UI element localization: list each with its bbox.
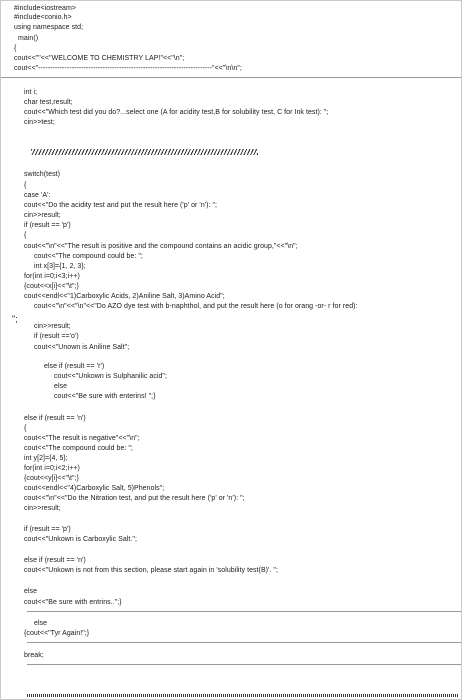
code-line: break;	[24, 652, 44, 659]
code-line: cin>>test;	[24, 119, 55, 126]
code-line: cout<<"Be sure with enterins! ";}	[54, 393, 156, 400]
code-line: else	[24, 588, 38, 595]
section-divider	[27, 642, 461, 643]
code-line: cin>>result;	[34, 323, 71, 330]
code-line: for(int i=0;i<3;i++)	[24, 273, 80, 280]
code-line: using namespace std;	[14, 24, 84, 31]
code-line: cout<<"Unkown is not from this section, please start again in 'solubility test(B)'. ";	[24, 567, 278, 574]
code-line: cout<<"Unown is Aniline Salt";	[34, 344, 130, 351]
code-line: cout<<"Do the acidity test and put the result here ('p' or 'n'): ";	[24, 202, 218, 209]
code-line: cout<<"Which test did you do?...select one (A for acidity test,B for solubility test, C for Ink test): ";	[24, 109, 329, 116]
code-line: case 'A':	[24, 192, 51, 199]
code-line: switch(test)	[24, 171, 60, 178]
code-line: char test,result;	[24, 99, 73, 106]
code-line: int i;	[24, 89, 38, 96]
code-line: int x[3]={1, 2, 3};	[34, 263, 86, 270]
code-line: cout<<"Be sure with entrins..";}	[24, 599, 122, 606]
code-line: else	[34, 620, 48, 627]
code-line: {	[24, 232, 27, 239]
code-line: {	[14, 45, 17, 52]
code-line: #include<conio.h>	[14, 14, 72, 21]
code-line: for(int i=0;i<2;i++)	[24, 465, 80, 472]
separator-line	[31, 149, 258, 155]
code-line: cout<<"The result is negative"<<"\n";	[24, 435, 140, 442]
code-line: {cout<<x[i]<<"\t";}	[24, 283, 79, 290]
section-divider	[27, 611, 461, 612]
code-line: else if (result == 'n')	[24, 415, 86, 422]
code-line: cout<<"The compound could be: ";	[34, 253, 143, 260]
code-line: cout<<"-------------------------------------------------------------------------"<<"\n\n";	[14, 65, 242, 72]
code-line: cout<<endl<<"1)Carboxylic Acids, 2)Aniline Salt, 3)Amino Acid";	[24, 293, 225, 300]
section-divider	[27, 664, 461, 665]
code-line: cout<<"Unkown is Sulphanilic acid";	[54, 373, 167, 380]
code-line: int y[2]={4, 5};	[24, 455, 68, 462]
code-line: else if (result == 'n')	[24, 557, 86, 564]
code-line: cout<<"\n"<<"\n"<<"Do AZO dye test with b-naphthol, and put the result here (o for orang -or- r for red):	[34, 303, 358, 310]
code-line: cout<<"The compound could be: ";	[24, 445, 133, 452]
code-line: {cout<<"Tyr Again!";}	[24, 630, 90, 637]
code-line: {	[24, 182, 27, 189]
code-line: cout<<"\n"<<"The result is positive and the compound contains an acidic group,"<<"\n";	[24, 243, 298, 250]
code-line: else if (result == 'r')	[44, 363, 105, 370]
code-line: cout<<endl<<"4)Carboxylic Salt, 5)Phenols";	[24, 485, 165, 492]
code-line: cout<<"\n"<<"Do the Nitration test, and put the result here ('p' or 'n'): ";	[24, 495, 245, 502]
code-line: if (result == 'p')	[24, 222, 71, 229]
code-line: #include<iostream>	[14, 5, 76, 12]
code-line: cout<<""<<"WELCOME TO CHEMISTRY LAP!"<<"\n";	[14, 55, 185, 62]
line-continuation-marker: ";	[12, 314, 18, 324]
dotted-separator	[27, 694, 459, 697]
code-line: if (result == 'p')	[24, 526, 71, 533]
code-line: main()	[18, 35, 39, 42]
code-line: cin>>result;	[24, 505, 61, 512]
section-divider	[1, 77, 461, 78]
code-line: cin>>result;	[24, 212, 61, 219]
code-line: else	[54, 383, 68, 390]
code-line: {	[24, 425, 27, 432]
code-line: {cout<<y[i]<<"\t";}	[24, 475, 79, 482]
code-line: if (result =='o')	[34, 333, 79, 340]
code-line: cout<<"Unkown is Carboxylic Salt.";	[24, 536, 137, 543]
